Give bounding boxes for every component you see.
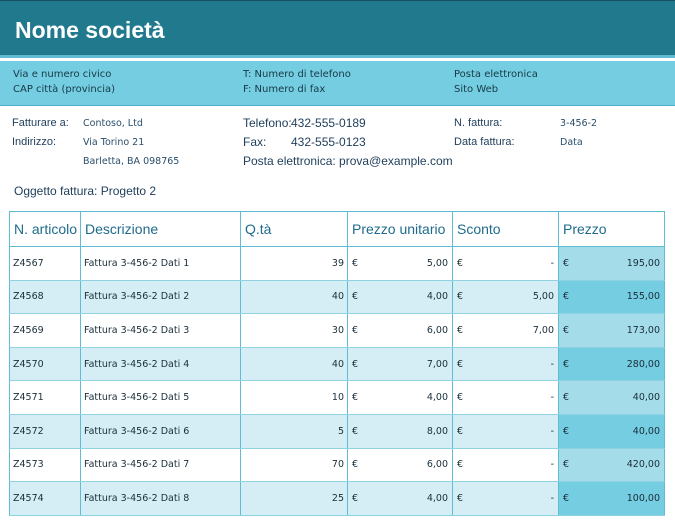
item-description: Fattura 3-456-2 Dati 7 [81, 448, 241, 482]
item-quantity: 25 [241, 482, 348, 516]
table-row [10, 482, 665, 516]
currency-symbol: € [457, 291, 464, 303]
currency-symbol: € [352, 392, 359, 404]
item-unit-price [348, 347, 453, 381]
currency-symbol: € [352, 324, 359, 336]
item-description: Fattura 3-456-2 Dati 5 [81, 381, 241, 415]
item-discount [453, 482, 559, 516]
currency-symbol: € [563, 291, 570, 303]
currency-symbol: € [457, 324, 464, 336]
item-price [559, 314, 665, 348]
currency-symbol: € [457, 358, 464, 370]
item-discount [453, 381, 559, 415]
currency-symbol: € [457, 257, 464, 269]
customer-city: Barletta, BA 098765 [83, 156, 180, 167]
header-item-number: N. articolo [10, 212, 81, 247]
price-value: 40,00 [632, 392, 660, 404]
item-quantity: 5 [241, 414, 348, 448]
unit-price-value: 6,00 [426, 324, 448, 336]
discount-value: 5,00 [532, 291, 554, 303]
item-price [559, 381, 665, 415]
currency-symbol: € [563, 358, 570, 370]
unit-price-value: 4,00 [426, 291, 448, 303]
item-price [559, 482, 665, 516]
company-email: Posta elettronica [454, 69, 538, 80]
company-street: Via e numero civico [13, 69, 112, 80]
header-description: Descrizione [81, 212, 241, 247]
unit-price-value: 6,00 [426, 459, 448, 471]
item-code: Z4572 [10, 414, 81, 448]
company-name: Nome società [15, 17, 165, 43]
item-description: Fattura 3-456-2 Dati 3 [81, 314, 241, 348]
item-quantity: 39 [241, 247, 348, 281]
table-row [10, 247, 665, 281]
item-discount [453, 247, 559, 281]
currency-symbol: € [352, 291, 359, 303]
item-code: Z4570 [10, 347, 81, 381]
item-quantity: 40 [241, 280, 348, 314]
table-row [10, 448, 665, 482]
item-unit-price [348, 247, 453, 281]
item-code: Z4573 [10, 448, 81, 482]
item-description: Fattura 3-456-2 Dati 2 [81, 280, 241, 314]
unit-price-value: 7,00 [426, 358, 448, 370]
price-value: 173,00 [626, 324, 660, 336]
unit-price-value: 8,00 [426, 425, 448, 437]
phone-label: Telefono: [243, 116, 292, 130]
item-price [559, 414, 665, 448]
table-row [10, 414, 665, 448]
item-discount [453, 314, 559, 348]
item-unit-price [348, 448, 453, 482]
company-city: CAP città (provincia) [13, 84, 116, 95]
unit-price-value: 4,00 [426, 492, 448, 504]
item-code: Z4567 [10, 247, 81, 281]
item-description: Fattura 3-456-2 Dati 4 [81, 347, 241, 381]
customer-name: Contoso, Ltd [83, 118, 143, 129]
price-value: 40,00 [632, 425, 660, 437]
header-price: Prezzo [559, 212, 665, 247]
currency-symbol: € [352, 459, 359, 471]
item-unit-price [348, 482, 453, 516]
company-website: Sito Web [454, 84, 499, 95]
item-code: Z4569 [10, 314, 81, 348]
currency-symbol: € [563, 324, 570, 336]
invoice-subject: Oggetto fattura: Progetto 2 [14, 184, 157, 198]
table-row [10, 381, 665, 415]
currency-symbol: € [563, 459, 570, 471]
discount-value: - [550, 392, 554, 404]
item-code: Z4571 [10, 381, 81, 415]
item-unit-price [348, 314, 453, 348]
item-description: Fattura 3-456-2 Dati 1 [81, 247, 241, 281]
company-header [0, 0, 675, 58]
header-discount: Sconto [453, 212, 559, 247]
table-row [10, 280, 665, 314]
unit-price-value: 5,00 [426, 257, 448, 269]
item-discount [453, 414, 559, 448]
discount-value: - [550, 459, 554, 471]
currency-symbol: € [457, 459, 464, 471]
discount-value: - [550, 257, 554, 269]
phone-value: 432-555-0189 [291, 116, 366, 130]
discount-value: - [550, 425, 554, 437]
item-price [559, 247, 665, 281]
invoice-number-label: N. fattura: [454, 117, 503, 129]
unit-price-value: 4,00 [426, 392, 448, 404]
company-phone: T: Numero di telefono [243, 69, 351, 80]
item-quantity: 40 [241, 347, 348, 381]
item-unit-price [348, 381, 453, 415]
currency-symbol: € [352, 492, 359, 504]
email-line: Posta elettronica: prova@example.com [243, 154, 453, 168]
price-value: 100,00 [626, 492, 660, 504]
currency-symbol: € [563, 257, 570, 269]
currency-symbol: € [352, 358, 359, 370]
discount-value: - [550, 492, 554, 504]
item-discount [453, 448, 559, 482]
item-code: Z4574 [10, 482, 81, 516]
table-row [10, 314, 665, 348]
item-quantity: 70 [241, 448, 348, 482]
price-value: 195,00 [626, 257, 660, 269]
item-price [559, 280, 665, 314]
item-quantity: 30 [241, 314, 348, 348]
item-quantity: 10 [241, 381, 348, 415]
customer-street: Via Torino 21 [83, 137, 145, 148]
item-price [559, 448, 665, 482]
header-quantity: Q.tà [241, 212, 348, 247]
currency-symbol: € [563, 425, 570, 437]
currency-symbol: € [457, 492, 464, 504]
fax-value: 432-555-0123 [291, 135, 366, 149]
currency-symbol: € [457, 425, 464, 437]
company-fax: F: Numero di fax [243, 84, 326, 95]
item-description: Fattura 3-456-2 Dati 8 [81, 482, 241, 516]
currency-symbol: € [352, 257, 359, 269]
item-price [559, 347, 665, 381]
discount-value: - [550, 358, 554, 370]
invoice-date-value: Data [560, 137, 583, 148]
currency-symbol: € [563, 392, 570, 404]
invoice-number-value: 3-456-2 [560, 118, 598, 129]
price-value: 155,00 [626, 291, 660, 303]
item-discount [453, 347, 559, 381]
discount-value: 7,00 [532, 324, 554, 336]
currency-symbol: € [352, 425, 359, 437]
currency-symbol: € [457, 392, 464, 404]
item-unit-price [348, 414, 453, 448]
fax-label: Fax: [243, 135, 267, 149]
header-unit-price: Prezzo unitario [348, 212, 453, 247]
item-code: Z4568 [10, 280, 81, 314]
price-value: 420,00 [626, 459, 660, 471]
company-contact-band [0, 61, 675, 106]
table-row [10, 347, 665, 381]
bill-to-label: Fatturare a: [12, 117, 69, 129]
price-value: 280,00 [626, 358, 660, 370]
invoice-date-label: Data fattura: [454, 136, 515, 148]
table-header-row [10, 212, 665, 247]
invoice-table [9, 211, 665, 516]
item-unit-price [348, 280, 453, 314]
item-discount [453, 280, 559, 314]
address-label: Indirizzo: [12, 136, 57, 148]
currency-symbol: € [563, 492, 570, 504]
item-description: Fattura 3-456-2 Dati 6 [81, 414, 241, 448]
